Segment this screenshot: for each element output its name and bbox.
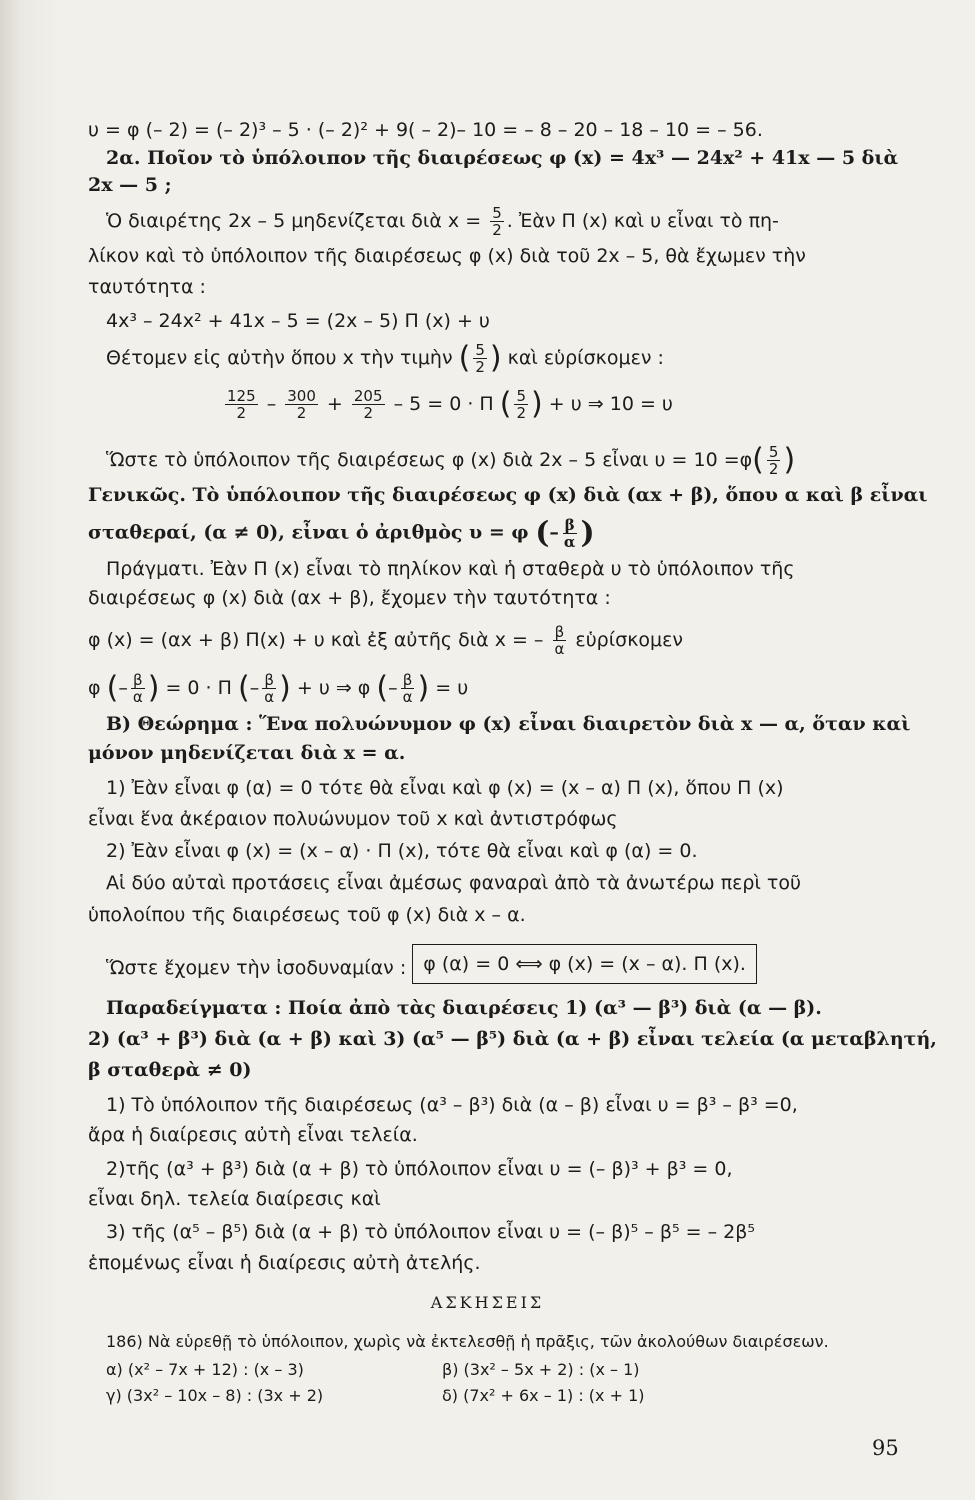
text-line: 3) τῆς (α⁵ – β⁵) διὰ (α + β) τὸ ὑπόλοιπον εἶναι υ = (– β)⁵ – β⁵ = – 2β⁵ — [106, 1221, 755, 1243]
question-heading: 2α. Ποῖον τὸ ὑπόλοιπον τῆς διαιρέσεως φ (x) = 4x³ — 24x² + 41x — 5 διὰ — [106, 147, 899, 169]
equivalence-line — [106, 948, 926, 988]
examples-heading-cont: 2) (α³ + β³) διὰ (α + β) καὶ 3) (α⁵ — β⁵) διὰ (α + β) εἶναι τελεία (α μεταβλητή, — [88, 1028, 937, 1050]
fraction: $\frac{\beta}{\alpha}$ — [132, 671, 143, 706]
text-span: φ — [88, 677, 101, 699]
paren: ) — [531, 386, 543, 422]
exercise-item: γ) (3x² – 10x – 8) : (3x + 2) — [106, 1386, 324, 1405]
theorem-heading: Β) Θεώρημα : Ἕνα πολυώνυμον φ (x) εἶναι διαιρετὸν διὰ x — α, ὅταν καὶ — [106, 713, 911, 735]
fraction: $\frac{205}{2}$ — [353, 387, 383, 422]
text-span: καὶ εὑρίσκομεν : — [507, 347, 664, 369]
paren: ) — [489, 340, 502, 376]
text-line — [106, 342, 926, 375]
text-line: λίκον καὶ τὸ ὑπόλοιπον τῆς διαιρέσεως φ (x) διὰ τοῦ 2x – 5, θὰ ἔχωμεν τὴν — [88, 245, 806, 267]
text-span: = υ — [435, 677, 469, 699]
exercise-item: β) (3x² – 5x + 2) : (x – 1) — [442, 1360, 640, 1379]
fraction: $\frac{\beta}{\alpha}$ — [554, 623, 565, 658]
examples-heading-cont: β σταθερὰ ≠ 0) — [88, 1059, 252, 1081]
operator: – — [549, 521, 559, 544]
operator: – — [388, 677, 398, 699]
text-line: υ = φ (– 2) = (– 2)³ – 5 · (– 2)² + 9( – 2)– 10 = – 8 – 20 – 18 – 10 = – 56. — [88, 119, 763, 141]
operator: + — [326, 393, 343, 415]
text-line: διαιρέσεως φ (x) διὰ (αx + β), ἔχομεν τὴν ταυτότητα : — [88, 587, 611, 609]
exercise-intro: 186) Νὰ εὑρεθῇ τὸ ὑπόλοιπον, χωρὶς νὰ ἐκτελεσθῇ ἡ πρᾶξις, τῶν ἀκολούθων διαιρέσεων. — [106, 1332, 829, 1351]
examples-heading: Παραδείγματα : Ποία ἀπὸ τὰς διαιρέσεις 1) (α³ — β³) διὰ (α — β). — [106, 997, 822, 1019]
text-span: σταθεραί, (α ≠ 0), εἶναι ὁ ἀριθμὸς υ = φ — [88, 521, 529, 544]
fraction: $\frac{\beta}{\alpha}$ — [264, 671, 275, 706]
text-span: + υ ⇒ 10 = υ — [548, 393, 673, 415]
operator: – — [118, 677, 128, 699]
fraction: $\frac{5}{2}$ — [768, 443, 779, 478]
text-line: ἄρα ἡ διαίρεσις αὐτὴ εἶναι τελεία. — [88, 1124, 418, 1146]
equation — [88, 624, 908, 657]
text-span: = 0 · Π — [165, 677, 232, 699]
general-statement-cont — [88, 517, 908, 550]
operator: – — [249, 677, 260, 699]
general-statement: Γενικῶς. Τὸ ὑπόλοιπον τῆς διαιρέσεως φ (x) διὰ (αx + β), ὅπου α καὶ β εἶναι — [88, 484, 928, 506]
text-line: εἶναι δηλ. τελεία διαίρεσις καὶ — [88, 1188, 381, 1210]
equation — [88, 672, 908, 705]
fraction: $\frac{5}{2}$ — [475, 341, 485, 376]
paren: ( — [499, 386, 512, 422]
equation: 4x³ – 24x² + 41x – 5 = (2x – 5) Π (x) + υ — [106, 310, 490, 332]
text-span: φ (x) = (αx + β) Π(x) + υ καὶ ἐξ αὐτῆς διὰ x = – — [88, 629, 544, 651]
text-span: Θέτομεν εἰς αὐτὴν ὅπου x τὴν τιμὴν — [106, 347, 453, 369]
paren: ) — [279, 670, 291, 706]
fraction: $\frac{125}{2}$ — [227, 387, 256, 422]
text-line: Πράγματι. Ἐὰν Π (x) εἶναι τὸ πηλίκον καὶ ἡ σταθερὰ υ τὸ ὑπόλοιπον τῆς — [106, 558, 795, 580]
page-number: 95 — [872, 1436, 899, 1460]
text-span: . Ἐὰν Π (x) καὶ υ εἶναι τὸ πη- — [506, 210, 779, 232]
fraction: $\frac{\beta}{\alpha}$ — [402, 671, 413, 706]
paren: ) — [580, 515, 595, 551]
paren: ( — [535, 515, 550, 551]
text-line: εἶναι ἕνα ἀκέραιον πολυώνυμον τοῦ x καὶ ἀντιστρόφως — [88, 808, 618, 830]
paren: ) — [417, 670, 430, 706]
text-line: 1) Τὸ ὑπόλοιπον τῆς διαιρέσεως (α³ – β³) διὰ (α – β) εἶναι υ = β³ – β³ =0, — [106, 1094, 798, 1116]
text-line: 2)τῆς (α³ + β³) διὰ (α + β) τὸ ὑπόλοιπον εἶναι υ = (– β)³ + β³ = 0, — [106, 1158, 733, 1180]
text-line: Αἱ δύο αὐταὶ προτάσεις εἶναι ἀμέσως φαναραὶ ἀπὸ τὰ ἀνωτέρω περὶ τοῦ — [106, 872, 801, 894]
text-line — [106, 444, 926, 477]
text-span: εὑρίσκομεν — [575, 629, 684, 651]
text-line: ὑπολοίπου τῆς διαιρέσεως τοῦ φ (x) διὰ x – α. — [88, 904, 526, 926]
text-line: ἑπομένως εἶναι ἡ διαίρεσις αὐτὴ ἀτελής. — [88, 1252, 481, 1274]
paren: ( — [458, 340, 471, 376]
text-span: + υ ⇒ φ — [296, 677, 371, 699]
text-span: Ὁ διαιρέτης 2x – 5 μηδενίζεται διὰ x = — [106, 210, 482, 232]
exercise-item: δ) (7x² + 6x – 1) : (x + 1) — [442, 1386, 645, 1405]
text-span: Ὥστε τὸ ὑπόλοιπον τῆς διαιρέσεως φ (x) διὰ 2x – 5 εἶναι υ = 10 =φ — [106, 449, 753, 471]
paren: ( — [752, 442, 764, 478]
fraction: $\frac{\beta}{\alpha}$ — [563, 516, 576, 551]
question-heading-cont: 2x — 5 ; — [88, 174, 172, 196]
text-span: – 5 = 0 · Π — [393, 393, 494, 415]
text-line: 1) Ἐὰν εἶναι φ (α) = 0 τότε θὰ εἶναι καὶ φ (x) = (x – α) Π (x), ὅπου Π (x) — [106, 777, 784, 799]
fraction: $\frac{300}{2}$ — [287, 387, 316, 422]
paren: ) — [783, 442, 796, 478]
exercise-item: α) (x² – 7x + 12) : (x – 3) — [106, 1360, 304, 1379]
fraction: $\frac{5}{2}$ — [492, 204, 502, 239]
paren: ( — [237, 670, 250, 706]
paren: ) — [147, 670, 160, 706]
text-line: ταυτότητα : — [88, 276, 206, 298]
text-line — [106, 205, 926, 238]
text-line: 2) Ἐὰν εἶναι φ (x) = (x – α) · Π (x), τότε θὰ εἶναι καὶ φ (α) = 0. — [106, 840, 698, 862]
theorem-heading-cont: μόνον μηδενίζεται διὰ x = α. — [88, 742, 406, 764]
operator: – — [266, 393, 277, 415]
paren: ( — [106, 670, 119, 706]
paren: ( — [376, 670, 389, 706]
text-span: Ὥστε ἔχομεν τὴν ἰσοδυναμίαν : — [106, 957, 407, 979]
exercises-heading: ΑΣΚΗΣΕΙΣ — [430, 1293, 545, 1312]
equation — [222, 388, 975, 421]
fraction: $\frac{5}{2}$ — [516, 387, 527, 422]
equivalence-box: φ (α) = 0 ⟺ φ (x) = (x – α). Π (x). — [412, 944, 757, 984]
